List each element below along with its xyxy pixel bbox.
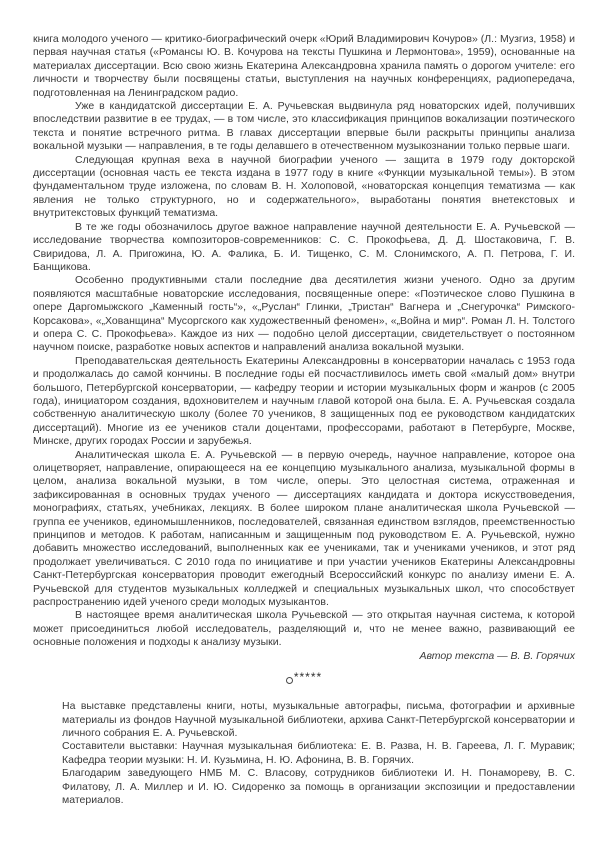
paragraph: Преподавательская деятельность Екатерины Александровны в консерватории началась с 1953 года и продолжалась до самой кончины. В последние годы ей посчастливилось иметь свой «малый дом» внутри большого, Петербургской консерватории, — кафедру теории и истории музыкальных форм и жанров (с 2005 года), инициатором создания, вдохновителем и научным главой которой она была. Е. А. Ручьевская создала собственную аналитическую школу (более 70 учеников, 8 защищенных под ее руководством кандидатских диссертаций). Многие из ее учеников стали доцентами, профессорами, работают в Петербурге, Москве, Минске, других городах России и зарубежья. bbox=[33, 354, 575, 448]
paragraph: В те же годы обозначилось другое важное направление научной деятельности Е. А. Ручьевской — исследование творчества композиторов-современников: С. С. Прокофьева, Д. Д. Шостаковича, Г. В. Свиридова, Л. А. Пригожина, Ю. А. Фалика, Б. И. Тищенко, С. М. Слонимского, А. П. Петрова, Г. И. Банщикова. bbox=[33, 220, 575, 273]
asterisk-divider bbox=[33, 671, 575, 684]
acknowledgements-paragraph: Благодарим заведующего НМБ М. С. Власову, сотрудников библиотеки И. Н. Понамореву, В. С. Филатову, Л. А. Миллер и И. Ю. Сидоренко за помощь в организации экспозиции и предоставлении материалов. bbox=[62, 767, 575, 806]
exhibition-info-block bbox=[62, 700, 575, 807]
divider-flourish-icon bbox=[286, 677, 293, 684]
paragraph: Особенно продуктивными стали последние два десятилетия жизни ученого. Одно за другим появляются масштабные новаторские исследования, посвященные опере: «Поэтическое слово Пушкина в опере Даргомыжского „Каменный гость“», «„Руслан“ Глинки, „Тристан“ Вагнера и „Снегурочка“ Римского-Корсакова», «„Хованщина“ Мусоргского как художественный феномен», «„Война и мир“. Роман Л. Н. Толстого и опера С. С. Прокофьева». Каждое из них — подобно целой диссертации, свидетельствует о постоянном научном поиске, разработке новых аспектов и направлений анализа вокальной музыки. bbox=[33, 274, 575, 354]
paragraph: В настоящее время аналитическая школа Ручьевской — это открытая научная система, к которой может присоединиться любой исследователь, разделяющий и, что не менее важно, развивающий ее основные положения и подходы к анализу музыки. bbox=[33, 609, 575, 649]
divider-asterisks: ***** bbox=[293, 670, 323, 685]
paragraph-continuation: книга молодого ученого — критико-биографический очерк «Юрий Владимирович Кочуров» (Л.: Музгиз, 1958) и первая научная статья («Романсы Ю. В. Кочурова на тексты Пушкина и Лермонтова», 1959), основанные на материалах диссертации. Всю свою жизнь Екатерина Александровна хранила память о дорогом учителе: его личности и творчеству были посвящены статьи, выступления на научных конференциях, радиопередача, подготовленная на Ленинградском радио. bbox=[33, 33, 575, 99]
paragraph: Уже в кандидатской диссертации Е. А. Ручьевская выдвинула ряд новаторских идей, получивших впоследствии развитие в ее трудах, — в том числе, это классификация принципов вокализации поэтического текста и понятие встречного ритма. В главах диссертации впервые были раскрыты принципы анализа вокальной музыки — направления, в те годы делавшего в отечественном музыкознании только первые шаги. bbox=[33, 100, 575, 153]
exhibition-materials-paragraph: На выставке представлены книги, ноты, музыкальные автографы, письма, фотографии и архивные материалы из фондов Научной музыкальной библиотеки, архива Санкт-Петербургской консерватории и личного собрания Е. А. Ручьевской. bbox=[62, 700, 575, 739]
paragraph: Аналитическая школа Е. А. Ручьевской — в первую очередь, научное направление, которое она олицетворяет, направление, опирающееся на ее концепцию музыкального анализа, музыкальной формы в целом, анализа вокальной музыки, в том числе, оперы. Это целостная система, отраженная и зафиксированная в основных трудах ученого — диссертациях кандидата и доктора искусствоведения, монографиях, статьях, учебниках, лекциях. В более широком плане аналитическая школа Ручьевской — группа ее учеников, единомышленников, последователей, связанная единством взглядов, преемственностью принципов и методов. К работам, написанным и защищенным под руководством Е. А. Ручьевской, нужно добавить множество исследований, выполненных как ее учениками, так и учениками учеников, и этот ряд продолжает увеличиваться. С 2010 года по инициативе и при участии учеников Екатерины Александровны Санкт-Петербургская консерватория проводит ежегодный Всероссийский конкурс по анализу имени Е. А. Ручьевской для студентов музыкальных колледжей и специальных музыкальных школ, что способствует распространению идей ученого среди молодых музыкантов. bbox=[33, 448, 575, 609]
exhibition-curators-paragraph: Составители выставки: Научная музыкальная библиотека: Е. В. Разва, Н. В. Гареева, Л. Г. Муравик; Кафедра теории музыки: Н. И. Кузьмина, Н. Ю. Афонина, В. В. Горячих. bbox=[62, 740, 575, 766]
main-text-block bbox=[33, 33, 575, 650]
paragraph: Следующая крупная веха в научной биографии ученого — защита в 1979 году докторской диссертации (основная часть ее текста издана в 1977 году в книге «Функции музыкальной темы»). В этом фундаментальном труде изложена, по словам В. Н. Холоповой, «новаторская концепция тематизма — как явления не только структурного, но и содержательного», выработаны понятия внетекстовых и внутритекстовых функций тематизма. bbox=[33, 153, 575, 220]
author-credit: Автор текста — В. В. Горячих bbox=[419, 649, 575, 662]
